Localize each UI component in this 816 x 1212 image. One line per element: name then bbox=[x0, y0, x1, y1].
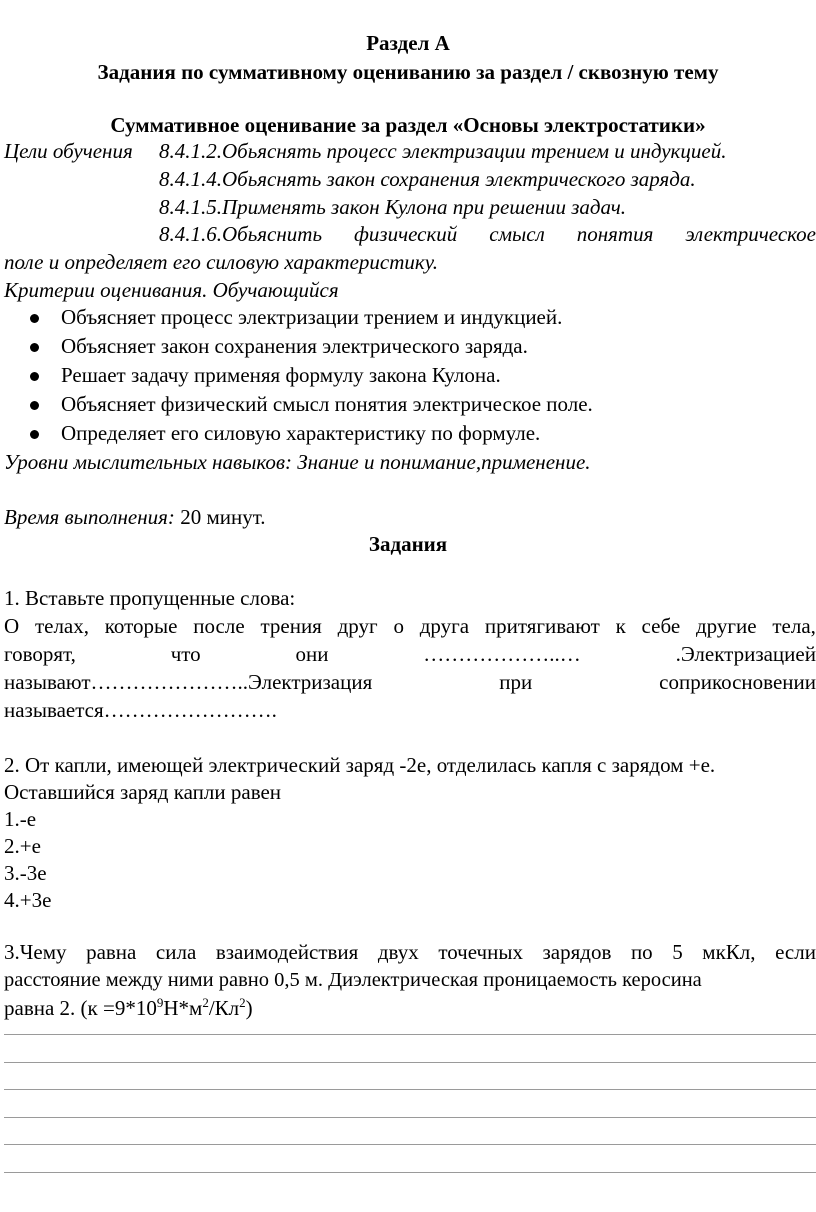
task3-question: расстояние между ними равно 0,5 м. Диэлектрическая проницаемость керосина bbox=[4, 969, 702, 991]
word: мкКл, bbox=[702, 940, 756, 964]
answer-line bbox=[4, 1034, 816, 1035]
word: к bbox=[615, 614, 626, 638]
time-line bbox=[4, 507, 266, 528]
word: называют…………………..Электризация bbox=[4, 670, 373, 694]
word: по bbox=[630, 940, 653, 964]
time-value: 20 минут. bbox=[180, 505, 266, 529]
goal-item: 8.4.1.2.Обьяснять процесс электризации трением и индукцией. bbox=[159, 139, 727, 163]
thinking-levels: Уровни мыслительных навыков: Знание и понимание,применение. bbox=[4, 450, 591, 474]
task1-title: 1. Вставьте пропущенные слова: bbox=[4, 586, 296, 610]
word: соприкосновении bbox=[659, 670, 816, 694]
task1-line bbox=[4, 644, 816, 665]
word: электрическое bbox=[685, 222, 816, 246]
criteria-item: Определяет его силовую характеристику по формуле. bbox=[61, 421, 541, 445]
bullet-icon bbox=[30, 372, 39, 381]
criteria-item: Объясняет закон сохранения электрического заряда. bbox=[61, 334, 528, 358]
criteria-label: Критерии оценивания. Обучающийся bbox=[4, 278, 339, 302]
word: они bbox=[295, 642, 329, 666]
answer-line bbox=[4, 1089, 816, 1090]
word: что bbox=[170, 642, 201, 666]
task2-option: 4.+3е bbox=[4, 888, 52, 912]
word: притягивают bbox=[484, 614, 600, 638]
formula-exponent: 2 bbox=[202, 995, 209, 1010]
word: понятия bbox=[576, 222, 654, 246]
criteria-item: Решает задачу применяя формулу закона Кулона. bbox=[61, 363, 501, 387]
word: равна bbox=[86, 940, 137, 964]
task1-line bbox=[4, 616, 816, 637]
word: другие bbox=[695, 614, 757, 638]
answer-line bbox=[4, 1172, 816, 1173]
blank-field: ………………..… bbox=[423, 642, 581, 666]
task2-option: 3.-3е bbox=[4, 861, 47, 885]
task1-line bbox=[4, 672, 816, 693]
criteria-item: Объясняет физический смысл понятия электрическое поле. bbox=[61, 392, 593, 416]
task1-line: называется……………………. bbox=[4, 698, 277, 722]
goal-item-continuation: поле и определяет его силовую характеристику. bbox=[4, 250, 438, 274]
word: если bbox=[775, 940, 816, 964]
word: 5 bbox=[672, 940, 683, 964]
word: двух bbox=[377, 940, 419, 964]
formula-text: /Кл bbox=[208, 996, 240, 1020]
formula-exponent: 9 bbox=[156, 995, 164, 1010]
word: друг bbox=[337, 614, 378, 638]
answer-line bbox=[4, 1117, 816, 1118]
word: говорят, bbox=[4, 642, 76, 666]
formula-exponent: 2 bbox=[239, 995, 246, 1010]
criteria-item: Объясняет процесс электризации трением и индукцией. bbox=[61, 305, 563, 329]
word: .Электризацией bbox=[675, 642, 816, 666]
answer-line bbox=[4, 1144, 816, 1145]
task3-formula bbox=[4, 995, 253, 1020]
word: взаимодействия bbox=[215, 940, 359, 964]
word: О bbox=[4, 614, 20, 638]
goal-item: 8.4.1.4.Обьяснять закон сохранения электрического заряда. bbox=[159, 167, 696, 191]
word: точечных bbox=[438, 940, 523, 964]
formula-text: ) bbox=[245, 996, 253, 1020]
goal-item: 8.4.1.5.Применять закон Кулона при решении задач. bbox=[159, 195, 627, 219]
word: трения bbox=[260, 614, 322, 638]
word: физический bbox=[354, 222, 458, 246]
word: смысл bbox=[489, 222, 545, 246]
section-subtitle: Задания по суммативному оцениванию за раздел / сквозную тему bbox=[97, 60, 719, 84]
word: себе bbox=[641, 614, 681, 638]
formula-text: Н*м bbox=[163, 996, 203, 1020]
word: которые bbox=[104, 614, 178, 638]
answer-line bbox=[4, 1062, 816, 1063]
word: 3.Чему bbox=[4, 940, 67, 964]
bullet-icon bbox=[30, 430, 39, 439]
word: сила bbox=[155, 940, 197, 964]
bullet-icon bbox=[30, 401, 39, 410]
goals-label: Цели обучения bbox=[4, 139, 133, 163]
task3-question bbox=[4, 942, 816, 963]
time-label: Время выполнения: bbox=[4, 505, 175, 529]
word: после bbox=[193, 614, 245, 638]
bullet-icon bbox=[30, 343, 39, 352]
tasks-heading: Задания bbox=[368, 532, 448, 556]
word: тела, bbox=[772, 614, 816, 638]
word: друга bbox=[419, 614, 470, 638]
task2-option: 2.+е bbox=[4, 834, 41, 858]
word: о bbox=[393, 614, 404, 638]
formula-text: равна 2. (к =9*10 bbox=[4, 996, 157, 1020]
section-title: Раздел А bbox=[366, 31, 450, 55]
word: 8.4.1.6.Обьяснить bbox=[159, 222, 323, 246]
word: зарядов bbox=[542, 940, 612, 964]
bullet-icon bbox=[30, 314, 39, 323]
task2-option: 1.-е bbox=[4, 807, 37, 831]
word: при bbox=[499, 670, 533, 694]
task2-question: Оставшийся заряд капли равен bbox=[4, 780, 282, 804]
assessment-title: Суммативное оценивание за раздел «Основы электростатики» bbox=[110, 113, 706, 137]
task2-question: 2. От капли, имеющей электрический заряд -2е, отделилась капля с зарядом +е. bbox=[4, 753, 716, 777]
goal-item bbox=[159, 224, 816, 245]
word: телах, bbox=[34, 614, 90, 638]
